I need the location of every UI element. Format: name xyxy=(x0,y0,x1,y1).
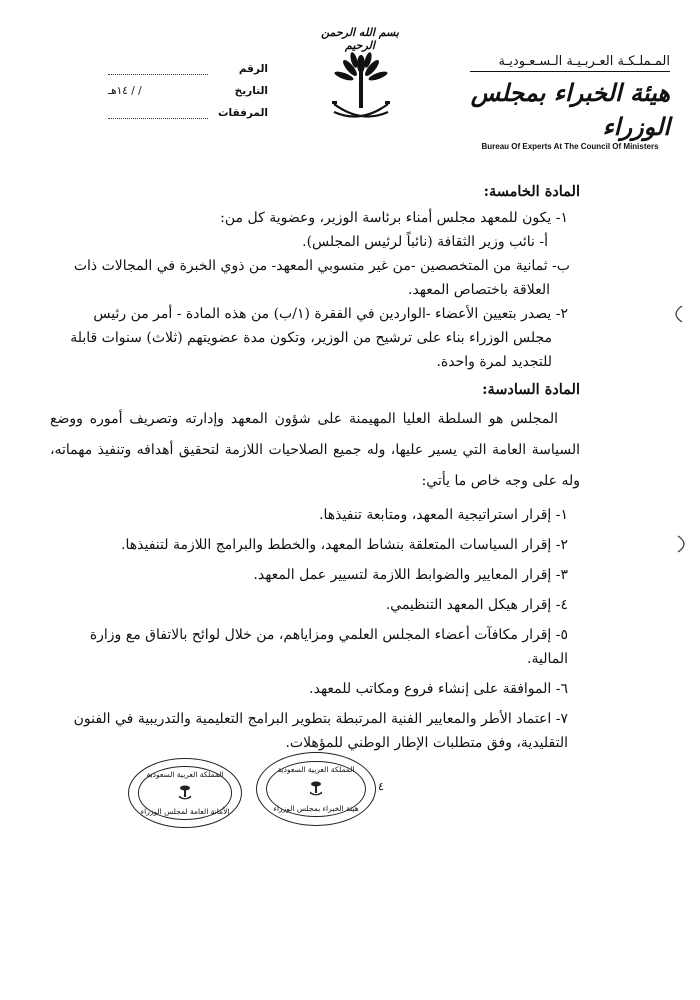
attachments-label: المرفقات xyxy=(217,107,268,119)
article-6-heading: المادة السادسة: xyxy=(482,381,580,398)
stamp-emblem-icon xyxy=(177,785,193,801)
bureau-stamp xyxy=(256,752,376,826)
article-5-heading: المادة الخامسة: xyxy=(483,183,580,200)
attachments-line xyxy=(108,108,208,119)
bureau-stamp-inner xyxy=(266,761,365,817)
article-6-intro: المجلس هو السلطة العليا المهيمنة على شؤون المعهد وإدارته وتصريف أموره ووضع السياسة العامة التي يسير عليها، وله جميع الصلاحيات اللازمة لتحقيق أهدافه وتنفيذ مهماته، وله على وجه خاص ما يأتي: xyxy=(50,411,580,489)
secretariat-stamp-bottom-text: الأمانة العامة لمجلس الوزراء xyxy=(140,806,230,816)
date-value: / / ١٤هـ xyxy=(108,85,142,97)
letterhead-org xyxy=(470,54,670,151)
kingdom-name: المـملـكـة العـربـيـة الـسـعـوديـة xyxy=(470,54,670,72)
margin-bracket-icon xyxy=(674,532,694,556)
article-5-item-1: ١- يكون للمعهد مجلس أمناء برئاسة الوزير، وعضوية كل من: xyxy=(220,210,568,226)
article-6-item-5: ٥- إقرار مكافآت أعضاء المجلس العلمي ومزاياهم، من خلال لوائح بالاتفاق مع وزارة المالية. xyxy=(89,627,568,667)
bureau-stamp-bottom-text: هيئة الخبراء بمجلس الوزراء xyxy=(273,804,359,814)
article-6-item-4: ٤- إقرار هيكل المعهد التنظيمي. xyxy=(385,597,568,613)
bureau-stamp-top-text: المملكة العربية السعودية xyxy=(277,764,355,774)
date-label: التاريخ xyxy=(234,85,268,97)
number-label: الرقم xyxy=(238,63,268,75)
article-6-list xyxy=(50,503,580,755)
article-6-item-2: ٢- إقرار السياسات المتعلقة بنشاط المعهد، والخطط والبرامج اللازمة لتنفيذها. xyxy=(121,537,568,553)
document-body xyxy=(50,176,580,761)
bureau-name-arabic: هيئة الخبراء بمجلس الوزراء xyxy=(470,78,670,141)
stamp-emblem-icon xyxy=(308,781,324,797)
secretariat-stamp xyxy=(128,758,242,828)
margin-bracket-icon xyxy=(666,302,686,326)
page-number: ٤ xyxy=(378,780,384,793)
article-6-item-3: ٣- إقرار المعايير والضوابط اللازمة لتسيير عمل المعهد. xyxy=(253,567,568,583)
article-6-item-7: ٧- اعتماد الأطر والمعايير الفنية المرتبطة بتطوير البرامج التعليمية والتدريبية في الفنون التقليدية، وفق متطلبات الإطار الوطني للمؤهلات. xyxy=(73,711,568,751)
article-6-item-1: ١- إقرار استراتيجية المعهد، ومتابعة تنفيذها. xyxy=(319,507,568,523)
secretariat-stamp-inner xyxy=(138,766,232,819)
article-5-item-2: ٢- يصدر بتعيين الأعضاء -الواردين في الفقرة (١/ب) من هذه المادة - أمر من رئيس مجلس الوزراء بناء على ترشيح من الوزير، وتكون مدة عضويتهم (ثلاث) سنوات قابلة للتجديد لمرة واحدة. xyxy=(70,306,568,370)
article-5-item-1a: أ- نائب وزير الثقافة (نائباً لرئيس المجلس). xyxy=(302,234,548,250)
article-5-item-1b: ب- ثمانية من المتخصصين -من غير منسوبي المعهد- من ذوي الخبرة في المجالات ذات العلاقة باختصاص المعهد. xyxy=(73,258,570,298)
number-line xyxy=(108,64,208,75)
document-meta xyxy=(108,58,268,124)
secretariat-stamp-top-text: المملكة العربية السعودية xyxy=(146,770,224,780)
bureau-name-english: Bureau Of Experts At The Council Of Ministers xyxy=(481,142,659,151)
attachments-row xyxy=(108,102,268,124)
article-6-item-6: ٦- الموافقة على إنشاء فروع ومكاتب للمعهد. xyxy=(309,681,568,697)
date-row xyxy=(108,80,268,102)
palm-swords-emblem-icon xyxy=(330,52,392,128)
number-row xyxy=(108,58,268,80)
basmala: بسم الله الرحمن الرحيم xyxy=(321,26,399,52)
